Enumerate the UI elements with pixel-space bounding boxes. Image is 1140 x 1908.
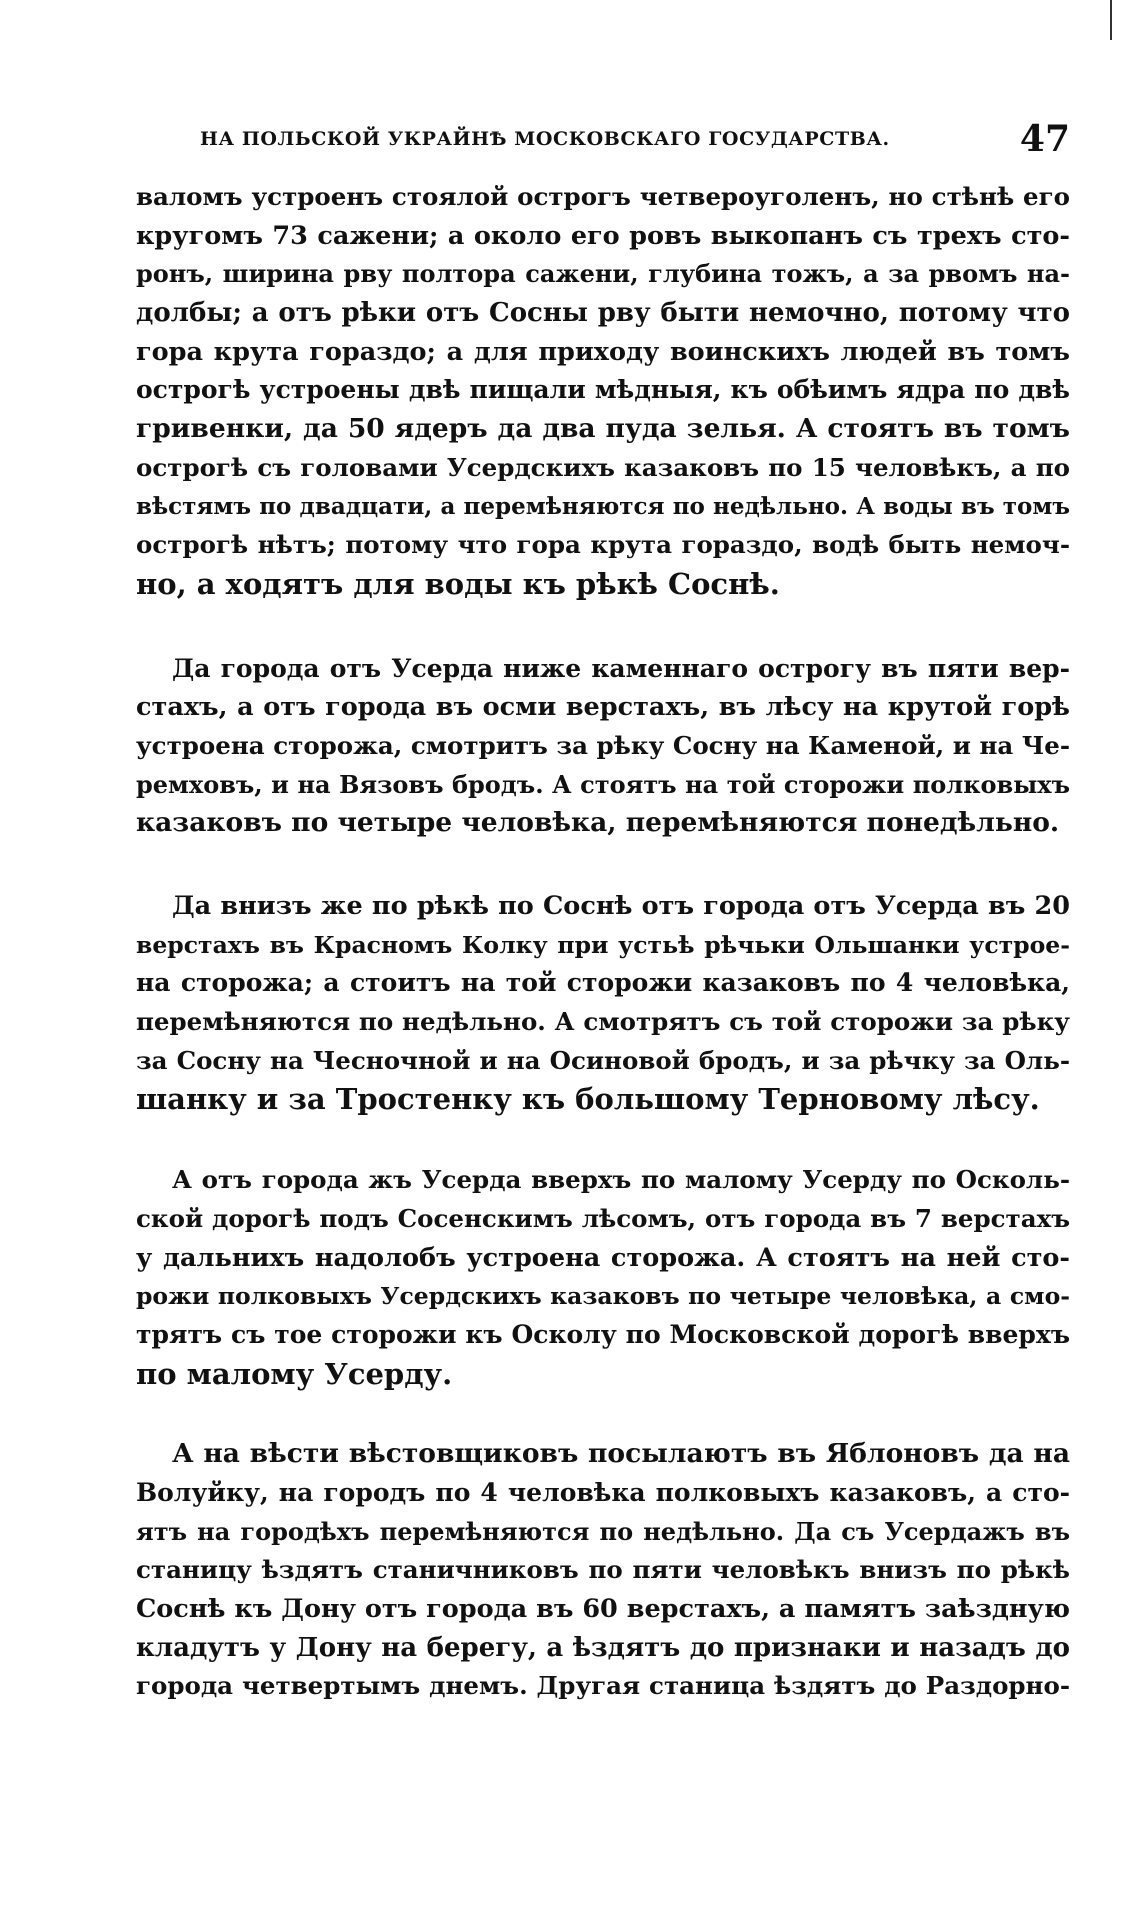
text-line: на сторожа; а стоитъ на той сторожи казаковъ по 4 человѣка, [136,968,1070,998]
text-line: города четвертымъ днемъ. Другая станица ѣздятъ до Раздорно- [136,1671,1070,1701]
page-number: 47 [1019,118,1070,160]
text-line: А на вѣсти вѣстовщиковъ посылаютъ въ Яблоновъ да на [172,1438,1070,1470]
page-header [200,118,1070,164]
paragraph-4 [136,1161,1070,1393]
text-line: кругомъ 73 сажени; а около его ровъ выкопанъ съ трехъ сто- [136,220,1070,251]
paragraph-5 [136,1435,1070,1706]
text-line: за Сосну на Чесночной и на Осиновой бродъ, и за рѣчку за Оль- [136,1045,1070,1075]
text-line: ремховъ, и на Вязовъ бродъ. А стоятъ на той сторожи полковыхъ [136,769,1070,799]
text-line: верстахъ въ Красномъ Колку при устьѣ рѣчьки Ольшанки устрое- [136,930,1070,959]
text-line: рожи полковыхъ Усердскихъ казаковъ по четыре человѣка, а смо- [136,1282,1070,1311]
text-line: А отъ города жъ Усерда вверхъ по малому Усерду по Осколь- [172,1165,1070,1195]
text-line: валомъ устроенъ стоялой острогъ четвероуголенъ, но стѣнѣ его [136,182,1070,211]
text-line: казаковъ по четыре человѣка, перемѣняются понедѣльно. [136,807,1060,839]
text-line: ятъ на городѣхъ перемѣняются по недѣльно. Да съ Усердажъ въ [136,1516,1070,1546]
text-line: острогѣ нѣтъ; потому что гора крута гораздо, водѣ быть немоч- [136,530,1070,560]
text-line: но, а ходятъ для воды къ рѣкѣ Соснѣ. [136,566,780,601]
text-line: Да внизъ же по рѣкѣ по Соснѣ отъ города отъ Усерда въ 20 [172,891,1070,921]
text-line: станицу ѣздятъ станичниковъ по пяти человѣкъ внизъ по рѣкѣ [136,1555,1070,1585]
running-title: НА ПОЛЬСКОЙ УКРАЙНѢ МОСКОВСКАГО ГОСУДАРСТВА. [200,128,890,150]
text-line: острогѣ съ головами Усердскихъ казаковъ по 15 человѣкъ, а по [136,452,1070,482]
text-line: стахъ, а отъ города въ осми верстахъ, въ лѣсу на крутой горѣ [136,692,1070,723]
text-line: по малому Усерду. [136,1356,453,1391]
text-line: долбы; а отъ рѣки отъ Сосны рву быти немочно, потому что [136,298,1070,329]
text-line: Волуйку, на городъ по 4 человѣка полковыхъ казаковъ, а сто- [136,1477,1070,1507]
scan-edge-mark [1110,0,1112,40]
text-line: перемѣняются по недѣльно. А смотрятъ съ той сторожи за рѣку [136,1007,1070,1037]
text-line: гора крута гораздо; а для приходу воинскихъ людей въ томъ [136,336,1070,367]
text-line: вѣстямъ по двадцати, а перемѣняются по недѣльно. А воды въ томъ [136,492,1070,520]
paragraph-3 [136,887,1070,1119]
text-line: ронъ, ширина рву полтора сажени, глубина тожъ, а за рвомъ на- [136,259,1070,289]
text-line: трятъ съ тое сторожи къ Осколу по Московской дорогѣ вверхъ [136,1319,1070,1349]
text-line: кладутъ у Дону на берегу, а ѣздятъ до признаки и назадъ до [136,1632,1070,1663]
text-line: гривенки, да 50 ядеръ да два пуда зелья. А стоятъ въ томъ [136,413,1070,445]
paragraph-1 [136,178,1070,604]
text-line: острогѣ устроены двѣ пищали мѣдныя, къ обѣимъ ядра по двѣ [136,375,1070,405]
text-line: Соснѣ къ Дону отъ города въ 60 верстахъ, а памятъ заѣздную [136,1594,1070,1624]
paragraph-2 [136,650,1070,843]
text-line: Да города отъ Усерда ниже каменнаго острогу въ пяти вер- [172,653,1070,683]
text-line: устроена сторожа, смотритъ за рѣку Сосну на Каменой, и на Че- [136,730,1070,760]
text-line: шанку и за Тростенку къ большому Терновому лѣсу. [136,1082,1040,1117]
body-text [136,178,1070,1750]
text-line: ской дорогѣ подъ Сосенскимъ лѣсомъ, отъ города въ 7 верстахъ [136,1203,1070,1233]
text-line: у дальнихъ надолобъ устроена сторожа. А стоятъ на ней сто- [136,1242,1070,1273]
